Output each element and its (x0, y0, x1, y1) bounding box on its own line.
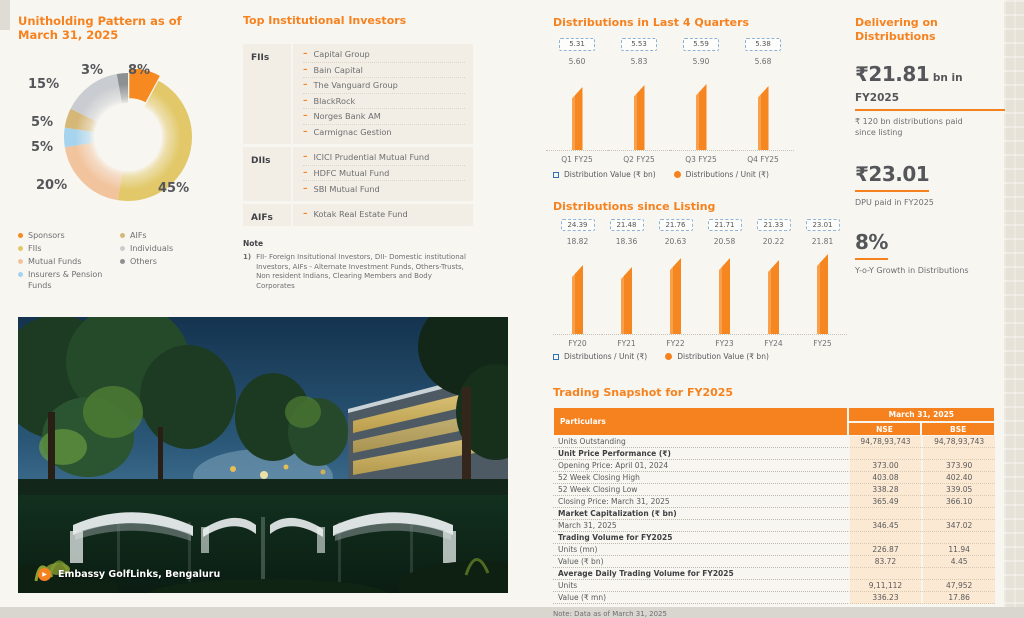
investors-note (243, 239, 473, 291)
investor-group (243, 147, 473, 201)
bar (634, 85, 645, 150)
stat-line (855, 62, 1005, 111)
pct-label-insurers: 5% (31, 140, 54, 155)
donut-legend (18, 230, 236, 293)
bar-area (553, 255, 602, 335)
dash-icon: – (303, 80, 308, 91)
unitholding-title: Unitholding Pattern as of March 31, 2025 (18, 14, 182, 42)
investor-item (303, 78, 465, 94)
legend-label: Sponsors (28, 231, 65, 240)
investor-group-items (293, 44, 473, 144)
table-row (553, 544, 995, 556)
stat-big-value: 8% (855, 230, 888, 254)
table-row (553, 520, 995, 532)
photo-caption-text: Embassy GolfLinks, Bengaluru (58, 569, 221, 580)
table-row (553, 472, 995, 484)
x-axis-label: Q3 FY25 (685, 155, 717, 164)
trading-snapshot-section (553, 386, 995, 618)
bse-value: 47,952 (921, 580, 995, 592)
bar (768, 260, 779, 334)
pct-label-aifs: 5% (31, 115, 54, 130)
row-label: Average Daily Trading Volume for FY2025 (553, 568, 848, 580)
x-axis-label: FY23 (715, 339, 734, 348)
x-axis-label: FY24 (764, 339, 783, 348)
row-label: Units Outstanding (553, 436, 848, 448)
stat-big-value: ₹21.81 (855, 62, 930, 86)
bar-area (670, 81, 732, 151)
bar (719, 258, 730, 334)
bar-area (546, 81, 608, 151)
nse-value: 346.45 (848, 520, 922, 532)
legend-dot-icon (120, 233, 125, 238)
x-axis-label: Q1 FY25 (561, 155, 593, 164)
row-label: Trading Volume for FY2025 (553, 532, 848, 544)
bar-area (749, 255, 798, 335)
photo-caption (38, 568, 220, 581)
investor-group-items (293, 204, 473, 227)
bar (817, 254, 828, 334)
legend-dot-icon (18, 259, 23, 264)
row-label: Units (mn) (553, 544, 848, 556)
bar-value: 20.22 (762, 237, 785, 246)
investor-item (303, 47, 465, 63)
legend-label: Insurers & Pension Funds (28, 270, 103, 290)
property-photo (18, 317, 508, 593)
listing-chart-title: Distributions since Listing (553, 200, 716, 213)
stat-big-value: ₹23.01 (855, 162, 930, 186)
dash-icon: – (303, 152, 308, 163)
row-label: Value (₹ mn) (553, 592, 848, 604)
page-edge-sliver (0, 0, 10, 30)
stat-description: ₹ 120 bn distributions paid since listing (855, 117, 963, 137)
nse-value: 83.72 (848, 556, 922, 568)
row-label: Closing Price: March 31, 2025 (553, 496, 848, 508)
donut-legend-col1 (18, 230, 120, 293)
chart-column-fy20 (553, 219, 602, 348)
bse-value: 347.02 (921, 520, 995, 532)
row-label: 52 Week Closing Low (553, 484, 848, 496)
bse-value: 4.45 (921, 556, 995, 568)
x-axis-label: FY21 (617, 339, 636, 348)
listing-chart-legend (553, 352, 787, 361)
x-axis-label: FY25 (813, 339, 832, 348)
chart-column-fy21 (602, 219, 651, 348)
nse-value: 403.08 (848, 472, 922, 484)
legend-item-others (120, 256, 236, 267)
bse-value: 402.40 (921, 472, 995, 484)
x-axis-label: Q2 FY25 (623, 155, 655, 164)
bar (670, 258, 681, 334)
quarters-chart (546, 38, 796, 164)
legend-box-icon (553, 172, 559, 178)
bar-value: 5.90 (692, 57, 710, 66)
bar-value: 18.36 (615, 237, 638, 246)
investor-group (243, 204, 473, 227)
boxed-value: 21.48 (610, 219, 644, 231)
listing-chart (553, 219, 849, 348)
col-header-nse: NSE (848, 422, 922, 436)
note-heading: Note (243, 239, 264, 248)
x-axis-label: Q4 FY25 (747, 155, 779, 164)
legend-label: Others (130, 257, 157, 266)
legend-label: Distributions / Unit (₹) (564, 352, 648, 361)
bse-value (921, 448, 995, 460)
stat-suffix: bn in FY2025 (855, 72, 963, 104)
bar (696, 84, 707, 150)
col-header-date: March 31, 2025 (848, 407, 995, 422)
nse-value: 336.23 (848, 592, 922, 604)
delivering-panel (855, 16, 1005, 276)
chart-column-fy24 (749, 219, 798, 348)
quarters-chart-title: Distributions in Last 4 Quarters (553, 16, 750, 29)
legend-dot-icon (665, 353, 672, 360)
bar-area (732, 81, 794, 151)
investor-name: Capital Group (313, 49, 370, 60)
note-number: 1) (243, 253, 252, 261)
quarters-chart-legend (553, 170, 787, 179)
legend-label: Distribution Value (₹ bn) (677, 352, 769, 361)
nse-value (848, 568, 922, 580)
legend-dot-icon (18, 272, 23, 277)
trading-note: Note: Data as of March 31, 2025 (553, 610, 667, 618)
donut-legend-col2 (120, 230, 236, 293)
investor-item (303, 109, 465, 125)
nse-value: 9,11,112 (848, 580, 922, 592)
investor-group-label: FIIs (243, 44, 291, 144)
dash-icon: – (303, 111, 308, 122)
bar (621, 267, 632, 334)
investor-item (303, 125, 465, 141)
investors-title: Top Institutional Investors (243, 14, 407, 27)
investor-item (303, 94, 465, 110)
bar (572, 87, 583, 150)
investor-name: HDFC Mutual Fund (313, 167, 390, 178)
legend-label: FIIs (28, 244, 42, 253)
pct-label-others: 3% (81, 63, 104, 78)
boxed-value: 5.53 (621, 38, 657, 51)
stat-dpu (855, 162, 1005, 208)
investor-name: The Vanguard Group (313, 80, 398, 91)
play-icon (38, 568, 51, 581)
table-row (553, 496, 995, 508)
pct-label-sponsors: 8% (128, 63, 151, 78)
row-label: Units (553, 580, 848, 592)
row-label: Opening Price: April 01, 2024 (553, 460, 848, 472)
bse-value: 17.86 (921, 592, 995, 604)
pct-label-mutual-funds: 20% (36, 178, 68, 193)
chart-column-q1-fy25 (546, 38, 608, 164)
bar (758, 86, 769, 150)
dash-icon: – (303, 49, 308, 60)
boxed-value: 5.59 (683, 38, 719, 51)
legend-item-individuals (120, 243, 236, 254)
investor-group-items (293, 147, 473, 201)
boxed-value: 21.33 (757, 219, 791, 231)
legend-dot-icon (18, 233, 23, 238)
legend-item-insurers-pension-funds (18, 269, 120, 291)
nse-value: 365.49 (848, 496, 922, 508)
row-label: March 31, 2025 (553, 520, 848, 532)
chart-column-fy25 (798, 219, 847, 348)
chart-column-fy23 (700, 219, 749, 348)
investor-name: SBI Mutual Fund (313, 183, 380, 194)
bar (572, 265, 583, 334)
dash-icon: – (303, 64, 308, 75)
nse-value: 94,78,93,743 (848, 436, 922, 448)
trading-table (553, 407, 995, 604)
legend-item (674, 170, 769, 179)
boxed-value: 21.71 (708, 219, 742, 231)
legend-dot-icon (120, 246, 125, 251)
stat-description: DPU paid in FY2025 (855, 198, 934, 207)
table-row (553, 532, 995, 544)
chart-column-q3-fy25 (670, 38, 732, 164)
investor-item (303, 150, 465, 166)
investor-name: BlackRock (313, 95, 356, 106)
col-header-bse: BSE (921, 422, 995, 436)
dash-icon: – (303, 95, 308, 106)
legend-item (553, 170, 656, 179)
investor-name: Bain Capital (313, 64, 363, 75)
investor-item (303, 166, 465, 182)
nse-value (848, 508, 922, 520)
stat-description: Y-o-Y Growth in Distributions (855, 266, 969, 275)
investor-item (303, 181, 465, 197)
legend-dot-icon (120, 259, 125, 264)
legend-item-fiis (18, 243, 120, 254)
chart-column-q2-fy25 (608, 38, 670, 164)
unitholding-section (18, 14, 236, 304)
table-row (553, 448, 995, 460)
chart-column-fy22 (651, 219, 700, 348)
legend-label: AIFs (130, 231, 147, 240)
nse-value (848, 448, 922, 460)
table-row (553, 436, 995, 448)
legend-dot-icon (18, 246, 23, 251)
legend-item (665, 352, 769, 361)
trading-title: Trading Snapshot for FY2025 (553, 386, 734, 399)
row-label: Value (₹ bn) (553, 556, 848, 568)
row-label: Market Capitalization (₹ bn) (553, 508, 848, 520)
bar-area (602, 255, 651, 335)
bse-value: 11.94 (921, 544, 995, 556)
bar-area (798, 255, 847, 335)
bar-value: 21.81 (811, 237, 834, 246)
boxed-value: 24.39 (561, 219, 595, 231)
boxed-value: 5.31 (559, 38, 595, 51)
pct-label-fiis: 45% (158, 181, 190, 196)
nse-value: 373.00 (848, 460, 922, 472)
legend-label: Individuals (130, 244, 174, 253)
dash-icon: – (303, 183, 308, 194)
legend-label: Distribution Value (₹ bn) (564, 170, 656, 179)
investor-group-label: DIIs (243, 147, 291, 201)
legend-label: Distributions / Unit (₹) (685, 170, 769, 179)
bse-value: 94,78,93,743 (921, 436, 995, 448)
bar-area (651, 255, 700, 335)
investors-section (243, 14, 473, 291)
page-right-margin-strip (1004, 0, 1024, 618)
x-axis-label: FY20 (568, 339, 587, 348)
stat-line (855, 230, 888, 260)
legend-item-sponsors (18, 230, 120, 241)
table-row (553, 484, 995, 496)
bse-value: 366.10 (921, 496, 995, 508)
table-row (553, 508, 995, 520)
boxed-value: 5.38 (745, 38, 781, 51)
bse-value (921, 508, 995, 520)
investor-item (303, 63, 465, 79)
nse-value: 338.28 (848, 484, 922, 496)
legend-item-mutual-funds (18, 256, 120, 267)
investor-name: Norges Bank AM (313, 111, 381, 122)
row-label: 52 Week Closing High (553, 472, 848, 484)
investor-name: Carmignac Gestion (313, 127, 392, 138)
bar-area (608, 81, 670, 151)
col-header-particulars: Particulars (553, 407, 848, 436)
table-row (553, 592, 995, 604)
nse-value (848, 532, 922, 544)
note-text: FII- Foreign Insitutional Investors, DII- Domestic institutional Investors, AIFs - Alternate Investment Funds, Others-Trusts, Non resident Indians, Clearing Members and Body Corporates (256, 253, 466, 290)
x-axis-label: FY22 (666, 339, 685, 348)
investor-group-label: AIFs (243, 204, 291, 227)
bse-value: 339.05 (921, 484, 995, 496)
stat-line (855, 162, 929, 192)
table-row (553, 556, 995, 568)
investor-name: Kotak Real Estate Fund (313, 209, 408, 220)
bar-value: 20.63 (664, 237, 687, 246)
bse-value (921, 532, 995, 544)
legend-dot-icon (674, 171, 681, 178)
stat-distribution-value (855, 62, 1005, 138)
bar-value: 5.68 (754, 57, 772, 66)
bar-value: 5.83 (630, 57, 648, 66)
legend-box-icon (553, 354, 559, 360)
boxed-value: 21.76 (659, 219, 693, 231)
investor-name: ICICI Prudential Mutual Fund (313, 152, 430, 163)
bar-value: 5.60 (568, 57, 586, 66)
pct-label-individuals: 15% (28, 77, 60, 92)
row-label: Unit Price Performance (₹) (553, 448, 848, 460)
investor-group (243, 44, 473, 144)
delivering-title: Delivering on Distributions (855, 16, 938, 43)
bse-value: 373.90 (921, 460, 995, 472)
table-row (553, 580, 995, 592)
dash-icon: – (303, 209, 308, 220)
bar-area (700, 255, 749, 335)
legend-item (553, 352, 647, 361)
bse-value (921, 568, 995, 580)
table-row (553, 460, 995, 472)
investor-item (303, 207, 465, 223)
investors-table (243, 44, 473, 226)
nse-value: 226.87 (848, 544, 922, 556)
chart-column-q4-fy25 (732, 38, 794, 164)
boxed-value: 23.01 (806, 219, 840, 231)
bar-value: 18.82 (566, 237, 589, 246)
legend-item-aifs (120, 230, 236, 241)
table-row (553, 568, 995, 580)
stat-yoy-growth (855, 230, 1005, 276)
bar-value: 20.58 (713, 237, 736, 246)
dash-icon: – (303, 127, 308, 138)
legend-label: Mutual Funds (28, 257, 82, 266)
photo-illustration (18, 317, 508, 593)
dash-icon: – (303, 167, 308, 178)
